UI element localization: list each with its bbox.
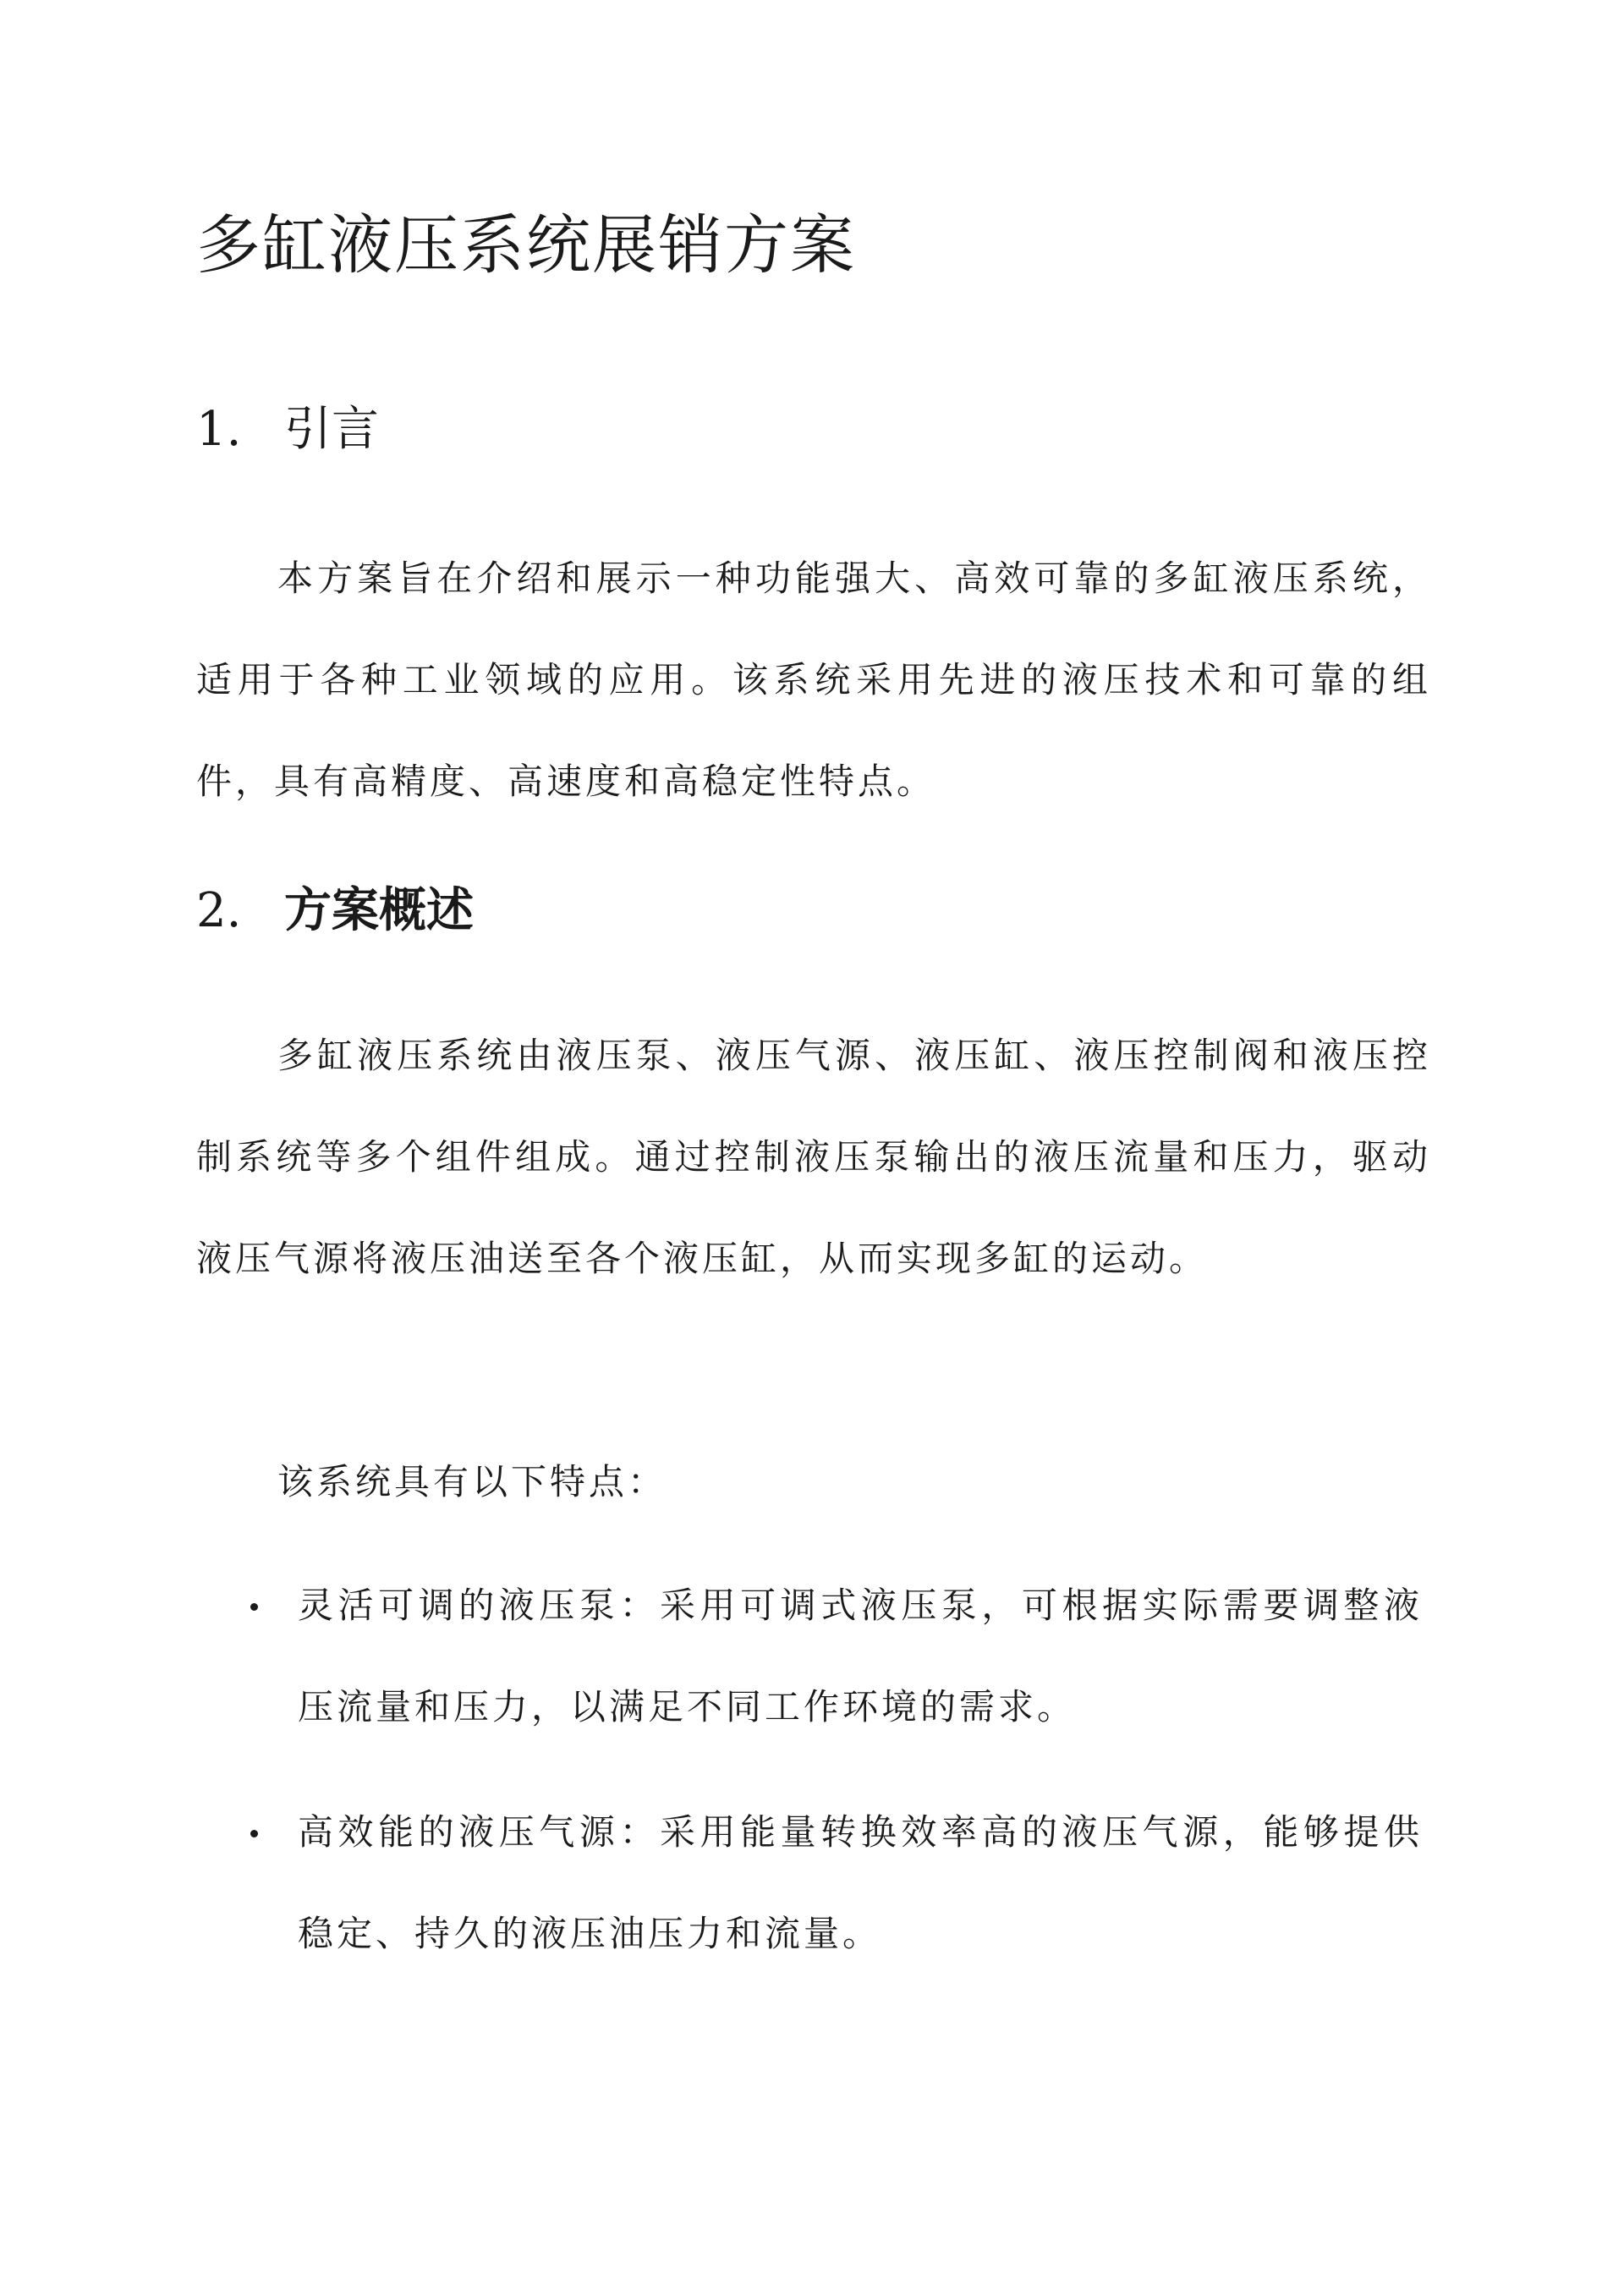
list-item — [239, 1782, 1423, 1985]
overview-paragraph: 多缸液压系统由液压泵、液压气源、液压缸、液压控制阀和液压控制系统等多个组件组成。通过控制液压泵输出的液压流量和压力，驱动液压气源将液压油送至各个液压缸，从而实现多缸的运动。 — [196, 1035, 1431, 1279]
section-heading-introduction — [196, 396, 1431, 464]
section-number: 1. — [196, 402, 242, 457]
bullet-dot-icon — [250, 1603, 258, 1611]
section-title: 引言 — [284, 402, 379, 457]
bullet-dot-icon — [250, 1830, 258, 1837]
features-intro-paragraph: 该系统具有以下特点： — [277, 1461, 667, 1502]
document-title: 多缸液压系统展销方案 — [196, 207, 856, 283]
feature-text: 高效能的液压气源：采用能量转换效率高的液压气源，能够提供稳定、持久的液压油压力和流量。 — [298, 1811, 1423, 1954]
section-title: 方案概述 — [284, 882, 474, 938]
features-list — [239, 1555, 1423, 2008]
list-item — [239, 1555, 1423, 1758]
introduction-paragraph: 本方案旨在介绍和展示一种功能强大、高效可靠的多缸液压系统，适用于各种工业领域的应用。该系统采用先进的液压技术和可靠的组件，具有高精度、高速度和高稳定性特点。 — [196, 558, 1431, 802]
section-number: 2. — [196, 883, 242, 938]
section-heading-overview — [196, 876, 1431, 945]
feature-text: 灵活可调的液压泵：采用可调式液压泵，可根据实际需要调整液压流量和压力，以满足不同工作环境的需求。 — [298, 1585, 1423, 1727]
